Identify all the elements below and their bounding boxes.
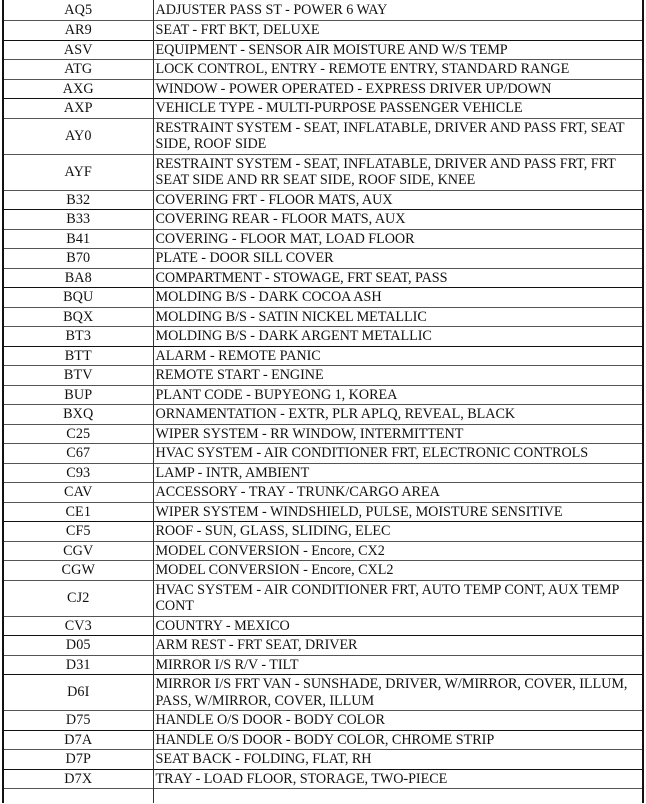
table-row xyxy=(4,483,642,503)
table-row xyxy=(4,249,642,269)
option-code: BQU xyxy=(4,288,153,308)
option-code: BQX xyxy=(4,307,153,327)
table-row xyxy=(4,385,642,405)
option-description: ORNAMENTATION - EXTR, PLR APLQ, REVEAL, BLACK xyxy=(153,405,642,425)
table-row xyxy=(4,229,642,249)
option-code: ASV xyxy=(4,40,153,60)
option-description: SEAT BACK - FOLDING, FLAT, RH xyxy=(153,750,642,770)
option-code: D7P xyxy=(4,750,153,770)
option-code: AR9 xyxy=(4,21,153,41)
table-row xyxy=(4,79,642,99)
option-code: BTV xyxy=(4,366,153,386)
option-code: CGV xyxy=(4,541,153,561)
option-description: PLATE - DOOR SILL COVER xyxy=(153,249,642,269)
option-description: WINDOW - POWER OPERATED - EXPRESS DRIVER UP/DOWN xyxy=(153,79,642,99)
table-row xyxy=(4,268,642,288)
option-code: B32 xyxy=(4,190,153,210)
option-code: CV3 xyxy=(4,616,153,636)
table-row xyxy=(4,118,642,154)
table-row xyxy=(4,655,642,675)
option-code: D7X xyxy=(4,769,153,789)
option-description: COVERING FRT - FLOOR MATS, AUX xyxy=(153,190,642,210)
table-row xyxy=(4,522,642,542)
option-description: HVAC SYSTEM - AIR CONDITIONER FRT, ELECTRONIC CONTROLS xyxy=(153,444,642,464)
table-row xyxy=(4,288,642,308)
table-row xyxy=(4,636,642,656)
option-description: MODEL CONVERSION - Encore, CXL2 xyxy=(153,561,642,581)
option-description: ALARM - REMOTE PANIC xyxy=(153,346,642,366)
table-row xyxy=(4,327,642,347)
option-description: MOLDING B/S - DARK ARGENT METALLIC xyxy=(153,327,642,347)
option-code: D7A xyxy=(4,730,153,750)
table-row xyxy=(4,210,642,230)
table-row xyxy=(4,190,642,210)
option-description: ROOF - SUN, GLASS, SLIDING, ELEC xyxy=(153,522,642,542)
option-description: HVAC SYSTEM - AIR CONDITIONER FRT, AUTO TEMP CONT, AUX TEMP CONT xyxy=(153,580,642,616)
option-description xyxy=(153,789,642,804)
table-row xyxy=(4,502,642,522)
option-code: BA8 xyxy=(4,268,153,288)
option-codes-table xyxy=(4,0,642,803)
table-row xyxy=(4,424,642,444)
table-row xyxy=(4,463,642,483)
table-row xyxy=(4,616,642,636)
option-codes-table-container xyxy=(2,0,644,803)
table-row xyxy=(4,444,642,464)
option-code xyxy=(4,789,153,804)
option-description: MODEL CONVERSION - Encore, CX2 xyxy=(153,541,642,561)
option-description: HANDLE O/S DOOR - BODY COLOR, CHROME STRIP xyxy=(153,730,642,750)
option-description: COUNTRY - MEXICO xyxy=(153,616,642,636)
option-code: AY0 xyxy=(4,118,153,154)
table-row xyxy=(4,60,642,80)
option-code: C25 xyxy=(4,424,153,444)
option-code: CAV xyxy=(4,483,153,503)
option-code: CF5 xyxy=(4,522,153,542)
option-code: BTT xyxy=(4,346,153,366)
option-description: VEHICLE TYPE - MULTI-PURPOSE PASSENGER VEHICLE xyxy=(153,99,642,119)
option-code: C67 xyxy=(4,444,153,464)
option-description: WIPER SYSTEM - RR WINDOW, INTERMITTENT xyxy=(153,424,642,444)
table-row xyxy=(4,307,642,327)
option-description: SEAT - FRT BKT, DELUXE xyxy=(153,21,642,41)
table-row xyxy=(4,769,642,789)
option-code: BUP xyxy=(4,385,153,405)
option-description: WIPER SYSTEM - WINDSHIELD, PULSE, MOISTURE SENSITIVE xyxy=(153,502,642,522)
option-code: ATG xyxy=(4,60,153,80)
option-code: BXQ xyxy=(4,405,153,425)
table-row xyxy=(4,730,642,750)
table-row xyxy=(4,99,642,119)
option-description: ACCESSORY - TRAY - TRUNK/CARGO AREA xyxy=(153,483,642,503)
option-description: PLANT CODE - BUPYEONG 1, KOREA xyxy=(153,385,642,405)
table-row xyxy=(4,580,642,616)
option-description: MOLDING B/S - SATIN NICKEL METALLIC xyxy=(153,307,642,327)
option-description: RESTRAINT SYSTEM - SEAT, INFLATABLE, DRIVER AND PASS FRT, SEAT SIDE, ROOF SIDE xyxy=(153,118,642,154)
table-row xyxy=(4,405,642,425)
option-code: CGW xyxy=(4,561,153,581)
option-description: COVERING REAR - FLOOR MATS, AUX xyxy=(153,210,642,230)
option-code: D31 xyxy=(4,655,153,675)
option-code: AXP xyxy=(4,99,153,119)
option-code: C93 xyxy=(4,463,153,483)
table-row xyxy=(4,541,642,561)
option-description: RESTRAINT SYSTEM - SEAT, INFLATABLE, DRIVER AND PASS FRT, FRT SEAT SIDE AND RR SEAT SIDE, ROOF SIDE, KNEE xyxy=(153,154,642,190)
table-row xyxy=(4,0,642,21)
option-code: CE1 xyxy=(4,502,153,522)
table-row xyxy=(4,750,642,770)
option-code: B41 xyxy=(4,229,153,249)
table-row xyxy=(4,711,642,731)
option-code: CJ2 xyxy=(4,580,153,616)
option-description: COMPARTMENT - STOWAGE, FRT SEAT, PASS xyxy=(153,268,642,288)
option-description: TRAY - LOAD FLOOR, STORAGE, TWO-PIECE xyxy=(153,769,642,789)
table-row-empty xyxy=(4,789,642,804)
option-code: B33 xyxy=(4,210,153,230)
table-row xyxy=(4,40,642,60)
option-description: MIRROR I/S R/V - TILT xyxy=(153,655,642,675)
option-code: D05 xyxy=(4,636,153,656)
option-description: ADJUSTER PASS ST - POWER 6 WAY xyxy=(155,2,388,19)
option-code: D75 xyxy=(4,711,153,731)
table-row xyxy=(4,21,642,41)
option-code: B70 xyxy=(4,249,153,269)
option-code: AYF xyxy=(4,154,153,190)
option-code: BT3 xyxy=(4,327,153,347)
option-description: COVERING - FLOOR MAT, LOAD FLOOR xyxy=(153,229,642,249)
option-code: AXG xyxy=(4,79,153,99)
table-row xyxy=(4,154,642,190)
option-description: LOCK CONTROL, ENTRY - REMOTE ENTRY, STANDARD RANGE xyxy=(153,60,642,80)
option-code: D6I xyxy=(4,675,153,711)
option-description: MOLDING B/S - DARK COCOA ASH xyxy=(153,288,642,308)
table-row xyxy=(4,346,642,366)
table-row xyxy=(4,675,642,711)
option-description: EQUIPMENT - SENSOR AIR MOISTURE AND W/S TEMP xyxy=(153,40,642,60)
table-row xyxy=(4,561,642,581)
option-description: ARM REST - FRT SEAT, DRIVER xyxy=(153,636,642,656)
option-code: AQ5 xyxy=(4,0,153,21)
option-description: HANDLE O/S DOOR - BODY COLOR xyxy=(153,711,642,731)
option-description: REMOTE START - ENGINE xyxy=(153,366,642,386)
option-description: MIRROR I/S FRT VAN - SUNSHADE, DRIVER, W/MIRROR, COVER, ILLUM, PASS, W/MIRROR, COVER, ILLUM xyxy=(153,675,642,711)
table-row xyxy=(4,366,642,386)
option-description: LAMP - INTR, AMBIENT xyxy=(153,463,642,483)
